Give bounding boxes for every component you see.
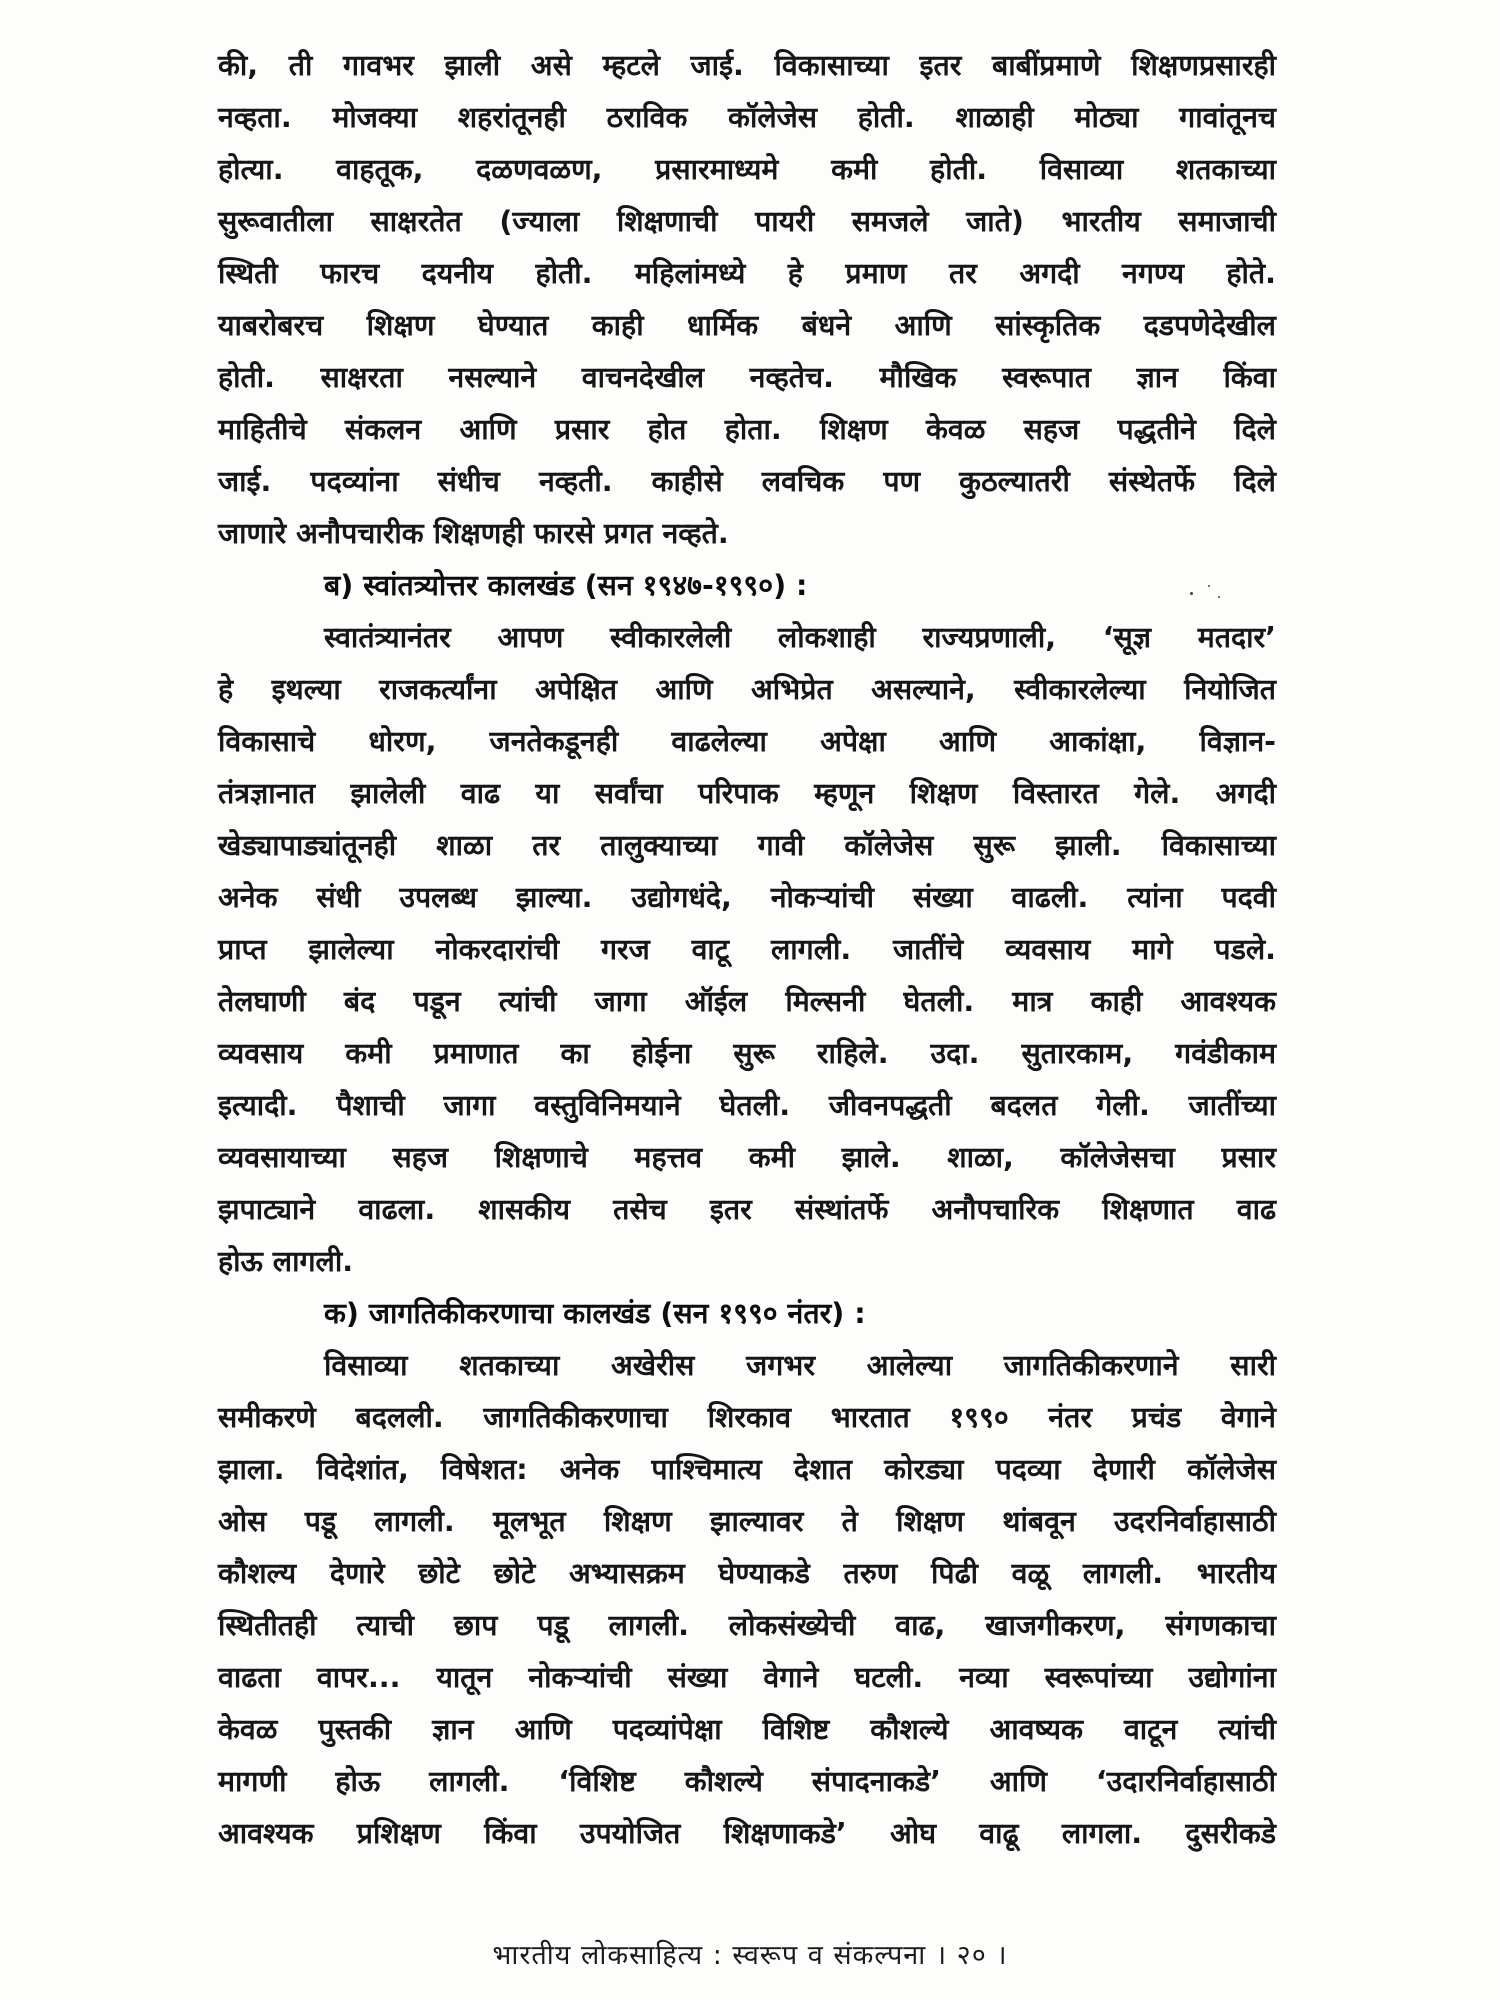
text-line: तंत्रज्ञानात झालेली वाढ या सर्वांचा परिपाक म्हणून शिक्षण विस्तारत गेले. अगदी (218, 777, 1276, 810)
text-line: सुरूवातीला साक्षरतेत (ज्याला शिक्षणाची पायरी समजले जाते) भारतीय समाजाची (218, 205, 1276, 238)
text-line: झपाट्याने वाढला. शासकीय तसेच इतर संस्थांतर्फे अनौपचारिक शिक्षणात वाढ (218, 1193, 1276, 1226)
text-line: होती. साक्षरता नसल्याने वाचनदेखील नव्हतेच. मौखिक स्वरूपात ज्ञान किंवा (218, 361, 1276, 394)
text-line: प्राप्त झालेल्या नोकरदारांची गरज वाटू लागली. जातींचे व्यवसाय मागे पडले. (218, 933, 1276, 966)
text-line: इत्यादी. पैशाची जागा वस्तुविनिमयाने घेतली. जीवनपद्धती बदलत गेली. जातींच्या (218, 1089, 1276, 1122)
page-footer: भारतीय लोकसाहित्य : स्वरूप व संकल्पना । २० । (492, 1940, 1008, 1971)
text-line: स्थिती फारच दयनीय होती. महिलांमध्ये हे प्रमाण तर अगदी नगण्य होते. (218, 257, 1276, 290)
text-line: समीकरणे बदलली. जागतिकीकरणाचा शिरकाव भारतात १९९० नंतर प्रचंड वेगाने (218, 1401, 1276, 1434)
text-line: व्यवसायाच्या सहज शिक्षणाचे महत्तव कमी झाले. शाळा, कॉलेजेसचा प्रसार (218, 1141, 1276, 1174)
text-line: आवश्यक प्रशिक्षण किंवा उपयोजित शिक्षणाकडे’ ओघ वाढू लागला. दुसरीकडे (218, 1817, 1276, 1850)
text-line: होत्या. वाहतूक, दळणवळण, प्रसारमाध्यमे कमी होती. विसाव्या शतकाच्या (218, 153, 1276, 186)
text-line: याबरोबरच शिक्षण घेण्यात काही धार्मिक बंधने आणि सांस्कृतिक दडपणेदेखील (218, 309, 1276, 342)
text-line: स्थितीतही त्याची छाप पडू लागली. लोकसंख्येची वाढ, खाजगीकरण, संगणकाचा (218, 1609, 1276, 1642)
text-line: वाढता वापर... यातून नोकऱ्यांची संख्या वेगाने घटली. नव्या स्वरूपांच्या उद्योगांना (218, 1661, 1276, 1694)
print-speck (1208, 585, 1210, 587)
text-line: की, ती गावभर झाली असे म्हटले जाई. विकासाच्या इतर बाबींप्रमाणे शिक्षणप्रसारही (218, 49, 1276, 82)
text-line: नव्हता. मोजक्या शहरांतूनही ठराविक कॉलेजेस होती. शाळाही मोठ्या गावांतूनच (218, 101, 1276, 134)
text-line: विसाव्या शतकाच्या अखेरीस जगभर आलेल्या जागतिकीकरणाने सारी (324, 1349, 1276, 1382)
text-line: झाला. विदेशांत, विषेशत: अनेक पाश्चिमात्य देशात कोरड्या पदव्या देणारी कॉलेजेस (218, 1453, 1276, 1486)
text-line: जाई. पदव्यांना संधीच नव्हती. काहीसे लवचिक पण कुठल्यातरी संस्थेतर्फे दिले (218, 465, 1276, 498)
text-line: होऊ लागली. (218, 1245, 354, 1278)
text-line: खेड्यापाड्यांतूनही शाळा तर तालुक्याच्या गावी कॉलेजेस सुरू झाली. विकासाच्या (218, 829, 1276, 862)
text-line: मागणी होऊ लागली. ‘विशिष्ट कौशल्ये संपादनाकडे’ आणि ‘उदारनिर्वाहासाठी (218, 1765, 1276, 1798)
print-speck (1218, 596, 1220, 598)
text-line: ओस पडू लागली. मूलभूत शिक्षण झाल्यावर ते शिक्षण थांबवून उदरनिर्वाहासाठी (218, 1505, 1276, 1538)
text-line: व्यवसाय कमी प्रमाणात का होईना सुरू राहिले. उदा. सुतारकाम, गवंडीकाम (218, 1037, 1276, 1070)
text-line: हे इथल्या राजकर्त्यांना अपेक्षित आणि अभिप्रेत असल्याने, स्वीकारलेल्या नियोजित (218, 673, 1276, 706)
text-line: अनेक संधी उपलब्ध झाल्या. उद्योगधंदे, नोकऱ्यांची संख्या वाढली. त्यांना पदवी (218, 881, 1276, 914)
text-line: तेलघाणी बंद पडून त्यांची जागा ऑईल मिल्सनी घेतली. मात्र काही आवश्यक (218, 985, 1276, 1018)
text-line: माहितीचे संकलन आणि प्रसार होत होता. शिक्षण केवळ सहज पद्धतीने दिले (218, 413, 1276, 446)
text-line: जाणारे अनौपचारीक शिक्षणही फारसे प्रगत नव्हते. (218, 517, 729, 550)
section-heading-b: ब) स्वांतत्र्योत्तर कालखंड (सन १९४७-१९९०) : (324, 569, 808, 602)
text-line: केवळ पुस्तकी ज्ञान आणि पदव्यांपेक्षा विशिष्ट कौशल्ये आवष्यक वाटून त्यांची (218, 1713, 1276, 1746)
text-line: कौशल्य देणारे छोटे छोटे अभ्यासक्रम घेण्याकडे तरुण पिढी वळू लागली. भारतीय (218, 1557, 1276, 1590)
section-heading-c: क) जागतिकीकरणाचा कालखंड (सन १९९० नंतर) : (324, 1297, 866, 1330)
text-line: विकासाचे धोरण, जनतेकडूनही वाढलेल्या अपेक्षा आणि आकांक्षा, विज्ञान- (218, 725, 1276, 758)
print-speck (1190, 592, 1193, 595)
text-line: स्वातंत्र्यानंतर आपण स्वीकारलेली लोकशाही राज्यप्रणाली, ‘सूज्ञ मतदार’ (324, 621, 1276, 654)
